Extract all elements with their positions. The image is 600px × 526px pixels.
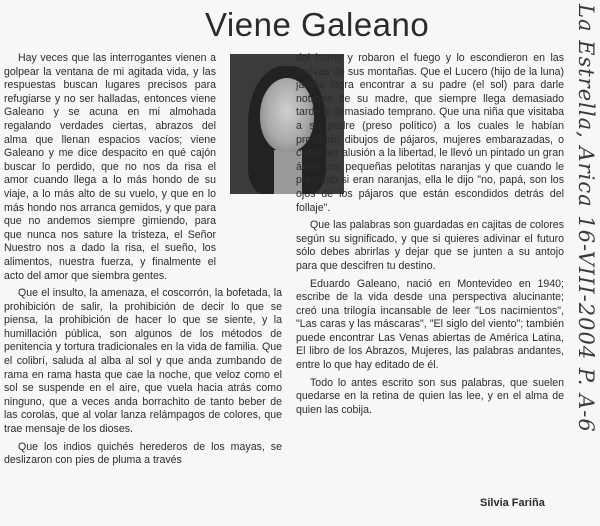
handwritten-note: La Estrella, Arica 16-VIII-2004 P. A-6 [574, 4, 598, 433]
paragraph: del humo y robaron el fuego y lo escondieron en las cuevas de sus montañas. Que el Lucero (hijo de la luna) jamás logra encontrar a su padre (el sol) para darle noticias de su madre, que siempre llega demasiado tarde o demasiado temprano. Que una niña que visitaba a su padre (preso político) a los cuales le habían prohibido dibujos de pájaros, mujeres embarazadas, o cualquier alusión a la libertad, le llevó un pintado un gran árbol con pequeñas pelotitas naranjas y que cuando le preguntó si eran naranjas, ella le dijo "no, papá, son los ojos de los pájaros que están escondidos detrás del follaje". [296, 52, 564, 214]
left-column [4, 52, 282, 472]
author-signature: Silvia Fariña [480, 497, 545, 509]
paragraph: Que las palabras son guardadas en cajitas de colores según su significado, y que si quieres adivinar el futuro sólo debes abrirlas y dejar que se junten a su antojo para que descifren tu destino. [296, 219, 564, 272]
paragraph: Que los indios quichés herederos de los mayas, se deslizaron con pies de pluma a través [4, 440, 282, 467]
paragraph: Hay veces que las interrogantes vienen a golpear la ventana de mi agitada vida, y las respuestas buscan lugares precisos para refugiarse y no ser halladas, entonces viene Galeano y se acuna en mi almohada regalando verdades ciertas, abrazos del alma que llenan espacios vacíos; viene Galeano y me dice despacito en qué cajón buscar lo perdido, que no nos da risa el amor cuando llega a lo más hondo de su viaje, a lo más alto de su vuelo, y que en lo más hondo nos arranca gemidos, y que para que no andemos siempre gimiendo, para que nunca nos sature la tristeza, el Señor Nuestro nos a dado la risa, el sueño, los alimentos, nuestra fuerza, y finalmente el acto del amor que siembra gentes. [4, 52, 216, 282]
article-title: Viene Galeano [205, 6, 430, 43]
paragraph: Que el insulto, la amenaza, el coscorrón, la bofetada, la prohibición de salir, la prohibición de decir lo que se piensa, la prohibición de hacer lo que se siente, y la humillación pública, son algunos de los métodos de penitencia y tortura tradicionales en la vida de familia. Que el colibrí, saluda al alba al sol y que anda zumbando de rama en rama hasta que cae la noche, que veloz como el sol se suspende en el aire, que vuela hacia atrás como ninguno, que a veces anda borrachito de tanto beber de las corolas, que al volar lanza relámpagos de colores, que trae mensaje de los dioses. [4, 287, 282, 436]
paragraph: Todo lo antes escrito son sus palabras, que suelen quedarse en la retina de quien las lee, y en el alma de quien las cobija. [296, 376, 564, 416]
right-column [296, 52, 564, 421]
paragraph: Eduardo Galeano, nació en Montevideo en 1940; escribe de la vida desde una perspectiva alucinante; creó una trilogía incansable de leer "Los nacimientos", "Las caras y las máscaras", "El siglo del viento"; también puede encontrar Las Venas abiertas de América Latina, El libro de los Abrazos, Mujeres, las palabras andantes, entre lo que hay editado de él. [296, 277, 564, 372]
